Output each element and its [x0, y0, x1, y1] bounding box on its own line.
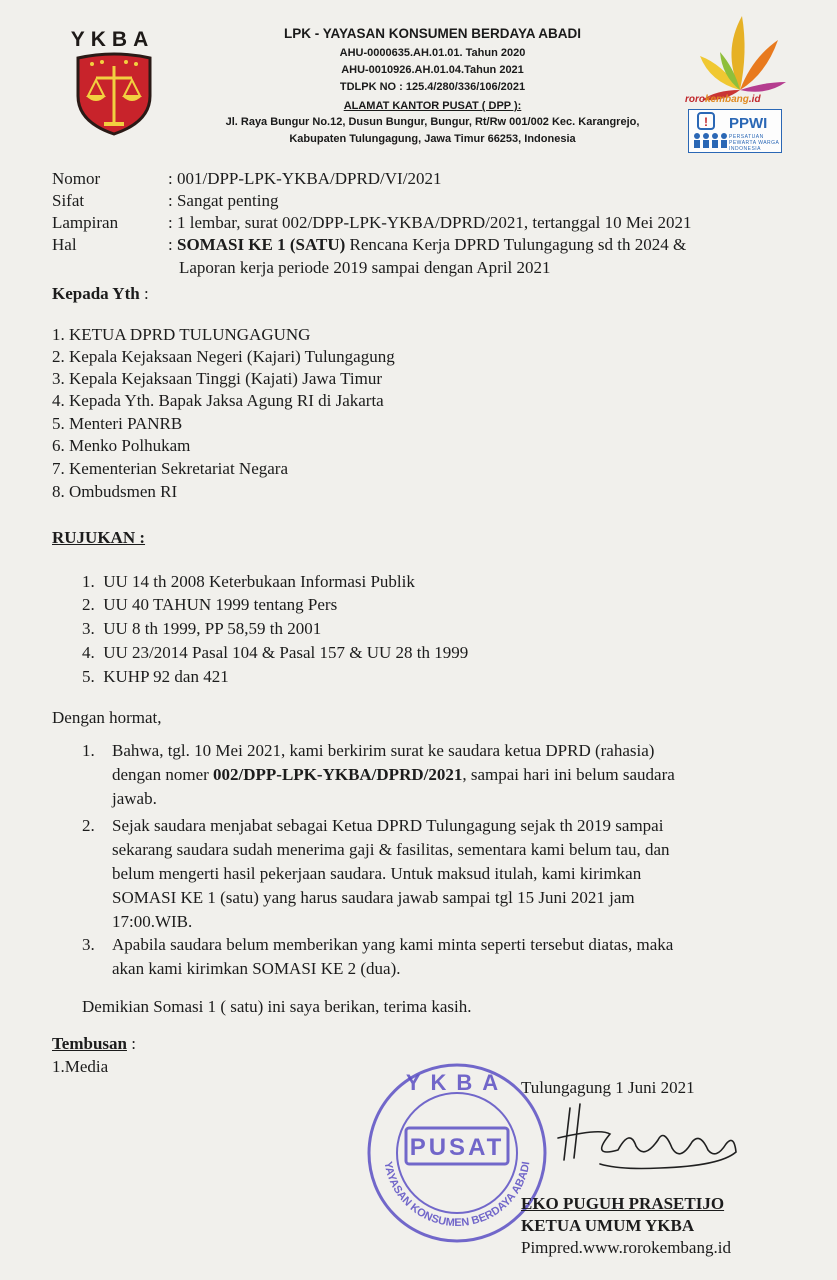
shield-scales-icon — [74, 52, 154, 136]
paragraph-2-number: 2. — [82, 816, 95, 835]
paragraph-3-number: 3. — [82, 935, 95, 954]
people-icon — [692, 111, 728, 151]
ppwi-subtitle: PERSATUAN PEWARTA WARGA INDONESIA — [729, 134, 780, 152]
letter-reference-number: 002/DPP-LPK-YKBA/DPRD/2021 — [213, 765, 463, 784]
office-title: ALAMAT KANTOR PUSAT ( DPP ): — [343, 100, 522, 112]
paragraph-1-line: jawab. — [112, 789, 157, 808]
paragraph-1-line: Bahwa, tgl. 10 Mei 2021, kami berkirim surat ke saudara ketua DPRD (rahasia) — [112, 741, 655, 760]
address-line-1: Jl. Raya Bungur No.12, Dusun Bungur, Bungur, Rt/Rw 001/002 Kec. Karangrejo, — [225, 116, 640, 128]
rujukan-item: 3. UU 8 th 1999, PP 58,59 th 2001 — [82, 619, 322, 638]
hal-value: : SOMASI KE 1 (SATU) Rencana Kerja DPRD Tulungagung sd th 2024 & — [168, 235, 687, 254]
stamp-center-text: PUSAT — [409, 1134, 505, 1161]
rujukan-item: 2. UU 40 TAHUN 1999 tentang Pers — [82, 595, 338, 614]
lampiran-label: Lampiran — [52, 213, 119, 232]
closing-sentence: Demikian Somasi 1 ( satu) ini saya berikan, terima kasih. — [82, 997, 472, 1016]
registration-number-3: TDLPK NO : 125.4/280/336/106/2021 — [339, 81, 526, 93]
paragraph-2-line: SOMASI KE 1 (satu) yang harus saudara jawab sampai tgl 15 Juni 2021 jam — [112, 888, 635, 907]
rujukan-item: 5. KUHP 92 dan 421 — [82, 667, 229, 686]
ppwi-logo — [688, 109, 782, 153]
rorokembang-wordmark: rorokembang.id — [685, 94, 761, 105]
place-and-date: Tulungagung 1 Juni 2021 — [521, 1078, 695, 1097]
stamp-top-text: YKBA — [405, 1070, 509, 1095]
paragraph-3-line: akan kami kirimkan SOMASI KE 2 (dua). — [112, 959, 401, 978]
ykba-logo-letters: YKBA — [70, 28, 155, 51]
handwritten-signature — [540, 1098, 760, 1178]
paragraph-2-line: sekarang saudara sudah menerima gaji & fasilitas, sementara kami belum tau, dan — [112, 840, 670, 859]
registration-number-2: AHU-0010926.AH.01.04.Tahun 2021 — [341, 64, 524, 76]
rujukan-heading: RUJUKAN : — [52, 528, 146, 547]
greeting: Dengan hormat, — [52, 708, 162, 727]
ppwi-wordmark: PPWI — [729, 115, 768, 132]
address-line-2: Kabupaten Tulungagung, Jawa Timur 66253, Indonesia — [289, 133, 576, 145]
recipient-item: 8. Ombudsmen RI — [52, 482, 178, 501]
recipient-item: 2. Kepala Kejaksaan Negeri (Kajari) Tulungagung — [52, 347, 395, 366]
kepada-heading: Kepada Yth : — [52, 284, 149, 303]
nomor-value: : 001/DPP-LPK-YKBA/DPRD/VI/2021 — [168, 169, 442, 188]
svg-text:!: ! — [704, 115, 708, 129]
hal-line-2: Laporan kerja periode 2019 sampai dengan April 2021 — [179, 258, 551, 277]
recipient-item: 3. Kepala Kejaksaan Tinggi (Kajati) Jawa Timur — [52, 369, 383, 388]
signatory-name: EKO PUGUH PRASETIJO — [521, 1194, 725, 1213]
org-name: LPK - YAYASAN KONSUMEN BERDAYA ABADI — [283, 26, 582, 41]
tembusan-heading: Tembusan : — [52, 1034, 136, 1053]
sifat-value: : Sangat penting — [168, 191, 279, 210]
lampiran-value: : 1 lembar, surat 002/DPP-LPK-YKBA/DPRD/2021, tertanggal 10 Mei 2021 — [168, 213, 692, 232]
paragraph-2-line: 17:00.WIB. — [112, 912, 193, 931]
tembusan-item: 1.Media — [52, 1057, 109, 1076]
signatory-position: KETUA UMUM YKBA — [521, 1216, 695, 1235]
stamp-ring-text: YAYASAN KONSUMEN BERDAYA ABADI — [381, 1160, 533, 1230]
paragraph-2-line: belum mengerti hasil pekerjaan saudara. Untuk maksud itulah, kami kirimkan — [112, 864, 642, 883]
hal-label: Hal — [52, 235, 77, 254]
rujukan-item: 4. UU 23/2014 Pasal 104 & Pasal 157 & UU 28 th 1999 — [82, 643, 469, 662]
paragraph-1-number: 1. — [82, 741, 95, 760]
recipient-item: 1. KETUA DPRD TULUNGAGUNG — [52, 325, 311, 344]
paragraph-1-line: dengan nomer 002/DPP-LPK-YKBA/DPRD/2021, sampai hari ini belum saudara — [112, 765, 675, 784]
hal-bold: SOMASI KE 1 (SATU) — [176, 235, 346, 254]
paragraph-3-line: Apabila saudara belum memberikan yang kami minta seperti tersebut diatas, maka — [112, 935, 674, 954]
signatory-website: Pimpred.www.rorokembang.id — [521, 1238, 731, 1257]
recipient-item: 4. Kepada Yth. Bapak Jaksa Agung RI di Jakarta — [52, 391, 384, 410]
ykba-logo — [50, 22, 175, 132]
recipient-item: 5. Menteri PANRB — [52, 414, 183, 433]
paragraph-2-line: Sejak saudara menjabat sebagai Ketua DPRD Tulungagung sejak th 2019 sampai — [112, 816, 664, 835]
recipient-item: 7. Kementerian Sekretariat Negara — [52, 459, 288, 478]
registration-number-1: AHU-0000635.AH.01.01. Tahun 2020 — [339, 47, 526, 59]
recipient-item: 6. Menko Polhukam — [52, 436, 191, 455]
sifat-label: Sifat — [52, 191, 85, 210]
nomor-label: Nomor — [52, 169, 101, 188]
rujukan-item: 1. UU 14 th 2008 Keterbukaan Informasi Publik — [82, 572, 415, 591]
